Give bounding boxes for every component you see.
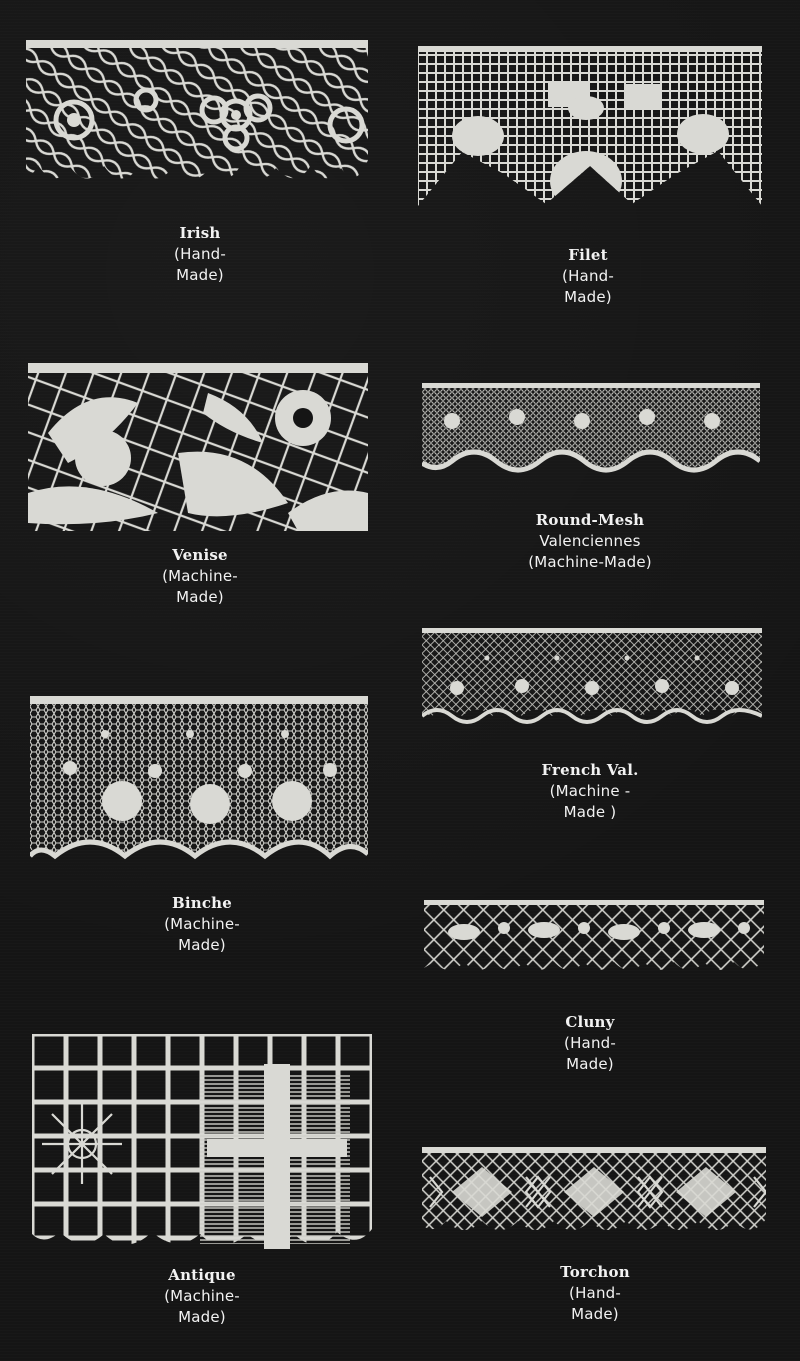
filet-caption bbox=[508, 245, 668, 308]
irish-caption bbox=[120, 223, 280, 286]
cluny-name: Cluny bbox=[565, 1013, 615, 1031]
cluny-lace-swatch bbox=[424, 900, 764, 980]
torchon-caption bbox=[515, 1262, 675, 1325]
antique-lace-swatch bbox=[32, 1034, 372, 1256]
venise-kind: (Machine- Made) bbox=[162, 567, 238, 606]
french-val-swatch bbox=[422, 628, 762, 728]
cluny-caption bbox=[510, 1012, 670, 1075]
binche-caption bbox=[122, 893, 282, 956]
antique-name: Antique bbox=[168, 1266, 236, 1284]
round-mesh-caption bbox=[505, 510, 675, 573]
binche-lace-swatch bbox=[30, 696, 368, 866]
round-mesh-kind: Valenciennes (Machine-Made) bbox=[528, 532, 652, 571]
venise-lace-swatch bbox=[28, 363, 368, 531]
binche-kind: (Machine- Made) bbox=[164, 915, 240, 954]
cluny-kind: (Hand- Made) bbox=[564, 1034, 616, 1073]
irish-name: Irish bbox=[179, 224, 221, 242]
irish-lace-swatch bbox=[26, 40, 368, 192]
venise-name: Venise bbox=[172, 546, 228, 564]
binche-name: Binche bbox=[171, 894, 233, 912]
french-val-caption bbox=[515, 760, 665, 823]
filet-lace-swatch bbox=[418, 46, 762, 212]
torchon-lace-swatch bbox=[422, 1147, 766, 1241]
venise-caption bbox=[120, 545, 280, 608]
antique-caption bbox=[122, 1265, 282, 1328]
antique-kind: (Machine- Made) bbox=[164, 1287, 240, 1326]
french-val-name: French Val. bbox=[541, 761, 639, 779]
french-val-kind: (Machine - Made ) bbox=[549, 782, 631, 821]
round-mesh-name: Round-Mesh bbox=[535, 511, 645, 529]
filet-kind: (Hand- Made) bbox=[562, 267, 614, 306]
filet-name: Filet bbox=[568, 246, 608, 264]
torchon-name: Torchon bbox=[560, 1263, 630, 1281]
torchon-kind: (Hand- Made) bbox=[569, 1284, 621, 1323]
round-mesh-valenciennes-swatch bbox=[422, 383, 760, 479]
irish-kind: (Hand- Made) bbox=[174, 245, 226, 284]
